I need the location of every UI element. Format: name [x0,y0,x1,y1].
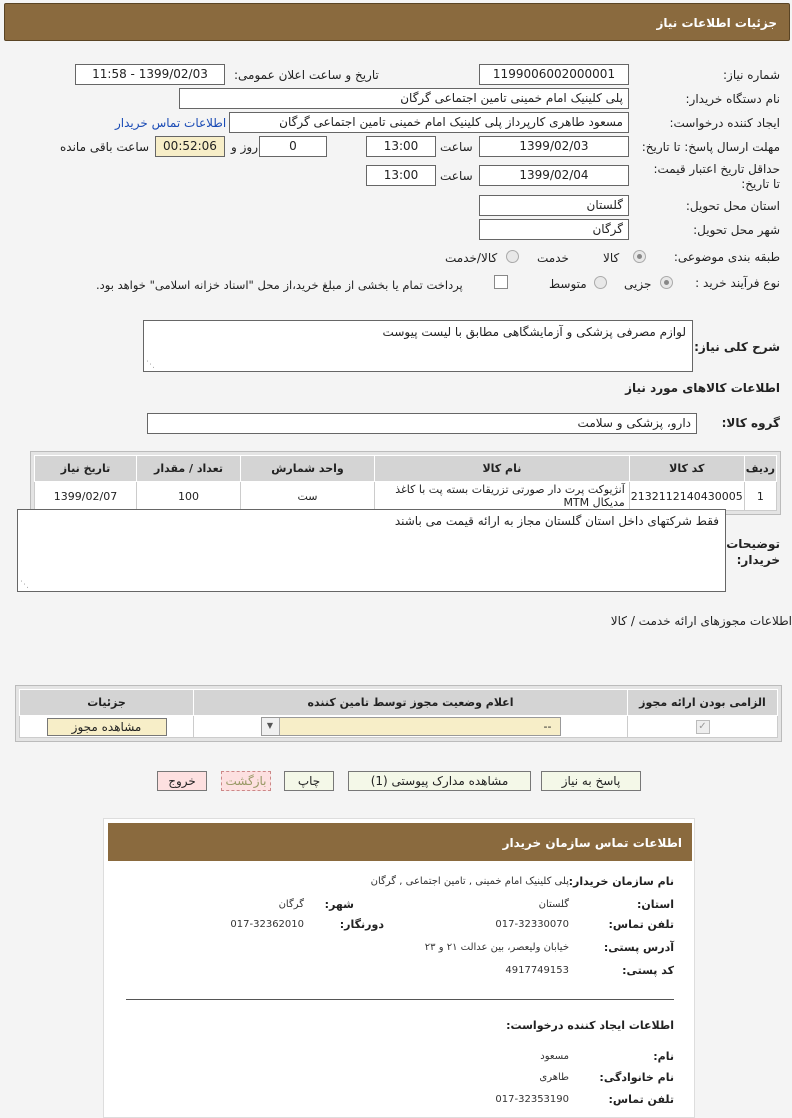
goods-group-field[interactable]: دارو، پزشکی و سلامت [147,413,697,434]
goods-table-header [35,456,777,482]
remaining-time-field: 00:52:06 [155,136,225,157]
contact-postal: 4917749153 [505,965,569,976]
table-row[interactable] [35,482,777,511]
category-radio-goods[interactable] [633,250,646,263]
creator-name-label: نام: [653,1050,674,1063]
announce-date-field[interactable]: 1399/02/03 - 11:58 [75,64,225,85]
print-button[interactable]: چاپ [284,771,334,791]
buyer-notes-label-line1: توضیحات [726,537,780,551]
city-field[interactable]: گرگان [479,219,629,240]
contact-divider [126,999,674,1000]
contact-phone: 017-32330070 [495,919,569,930]
validity-date-field[interactable]: 1399/02/04 [479,165,629,186]
creator-title: اطلاعات ایجاد کننده درخواست: [506,1019,674,1032]
cell-required [628,716,778,738]
buyer-contact-link[interactable]: اطلاعات تماس خریدار [115,116,227,130]
creator-family: طاهری [539,1072,569,1083]
announce-label: تاریخ و ساعت اعلان عمومی: [234,68,379,82]
col-qty: تعداد / مقدار [137,456,241,482]
buyer-notes-label-line2: خریدار: [736,553,780,567]
contact-phone-label: تلفن تماس: [608,918,674,931]
page-header [4,3,790,41]
goods-table [30,451,781,515]
creator-name: مسعود [540,1051,569,1062]
cell-details [20,716,194,738]
contact-city-label: شهر: [324,898,354,911]
category-option-both: کالا/خدمت [445,251,498,265]
contact-fax: 017-32362010 [230,919,304,930]
reply-time-label: ساعت [440,140,473,154]
resize-grip-icon[interactable]: ⋰ [20,580,29,590]
requester-label: ایجاد کننده درخواست: [669,116,780,130]
city-label: شهر محل تحویل: [693,223,780,237]
cell-unit: ست [241,482,375,511]
description-text: لوازم مصرفی پزشکی و آزمایشگاهی مطابق با لیست پیوست [382,325,686,339]
contact-fax-label: دورنگار: [339,918,384,931]
reply-deadline-label: مهلت ارسال پاسخ: تا تاریخ: [641,140,780,154]
category-label: طبقه بندی موضوعی: [673,250,780,264]
remaining-label: ساعت باقی مانده [60,140,150,154]
cell-status [194,716,628,738]
contact-address: خیابان ولیعصر، بین عدالت ۲۱ و ۲۳ [424,942,569,953]
contact-org: پلی کلینیک امام خمینی , تامین اجتماعی , گرگان [370,876,569,887]
col-status: اعلام وضعیت مجوز توسط تامین کننده [194,690,628,716]
permits-table [15,685,782,742]
chevron-down-icon[interactable]: ▼ [262,718,280,735]
page-title: جزئیات اطلاعات نیاز [656,16,777,30]
resize-grip-icon[interactable]: ⋰ [146,360,155,370]
buyer-notes-label [726,536,780,568]
contact-org-label: نام سازمان خریدار: [568,875,674,888]
col-row: ردیف [744,456,776,482]
category-option-goods: کالا [603,251,620,265]
payment-note: پرداخت تمام یا بخشی از مبلغ خرید،از محل "اسناد خزانه اسلامی" خواهد بود. [96,278,463,292]
col-required: الزامی بودن ارائه مجوز [628,690,778,716]
buyer-notes-textarea[interactable] [17,509,726,592]
goods-info-title: اطلاعات کالاهای مورد نیاز [625,381,780,395]
attachments-button[interactable]: مشاهده مدارک پیوستی (1) [348,771,531,791]
contact-city: گرگان [278,899,304,910]
treasury-checkbox[interactable] [494,275,508,289]
cell-code: 2132112140430005 [629,482,744,511]
permit-status-select[interactable] [261,717,561,736]
category-option-service: خدمت [537,251,569,265]
goods-group-label: گروه کالا: [721,416,780,430]
cell-name: آنژیوکت پرت دار صورتی تزریقات بسته پت با کاغذ مدیکال MTM [375,482,630,511]
creator-family-label: نام خانوادگی: [599,1071,674,1084]
contact-province: گلستان [538,899,569,910]
contact-panel [103,818,695,1118]
creator-phone: 017-32353190 [495,1094,569,1105]
province-field[interactable]: گلستان [479,195,629,216]
permits-table-header [20,690,778,716]
exit-button[interactable]: خروج [157,771,207,791]
process-option-minor: جزیی [624,277,652,291]
col-details: جزئیات [20,690,194,716]
reply-time-field[interactable]: 13:00 [366,136,436,157]
buyer-org-field[interactable]: پلی کلینیک امام خمینی تامین اجتماعی گرگان [179,88,629,109]
category-radio-service[interactable] [506,250,519,263]
view-permit-button[interactable]: مشاهده مجوز [47,718,167,736]
permit-status-value: -- [543,720,552,733]
col-date: تاریخ نیاز [35,456,137,482]
col-code: کد کالا [629,456,744,482]
need-number-field[interactable]: 1199006002000001 [479,64,629,85]
need-number-label: شماره نیاز: [723,68,780,82]
contact-postal-label: کد پستی: [622,964,674,977]
contact-address-label: آدرس پستی: [603,941,674,954]
cell-row: 1 [744,482,776,511]
validity-time-field[interactable]: 13:00 [366,165,436,186]
process-radio-medium[interactable] [594,276,607,289]
province-label: استان محل تحویل: [685,199,780,213]
description-textarea[interactable] [143,320,693,372]
creator-phone-label: تلفن تماس: [608,1093,674,1106]
col-unit: واحد شمارش [241,456,375,482]
col-name: نام کالا [375,456,630,482]
process-option-medium: متوسط [549,277,587,291]
reply-date-field[interactable]: 1399/02/03 [479,136,629,157]
cell-date: 1399/02/07 [35,482,137,511]
permit-required-checkbox: ✓ [696,720,710,734]
cell-qty: 100 [137,482,241,511]
table-row [20,716,778,738]
validity-time-label: ساعت [440,169,473,183]
buyer-org-label: نام دستگاه خریدار: [685,92,780,106]
description-label: شرح کلی نیاز: [694,340,780,354]
buyer-notes-text: فقط شرکتهای داخل استان گلستان مجاز به ارائه قیمت می باشند [394,514,719,528]
price-validity-label: حداقل تاریخ اعتبار قیمت: تا تاریخ: [653,162,780,191]
permits-title: اطلاعات مجوزهای ارائه خدمت / کالا [610,614,792,628]
contact-title: اطلاعات تماس سازمان خریدار [108,823,692,861]
process-label: نوع فرآیند خرید : [695,276,780,290]
reply-button[interactable]: پاسخ به نیاز [541,771,641,791]
days-label: روز و [231,140,258,154]
requester-field[interactable]: مسعود طاهری کارپرداز پلی کلینیک امام خمینی تامین اجتماعی گرگان [229,112,629,133]
process-radio-minor[interactable] [660,276,673,289]
back-button[interactable]: بازگشت [221,771,271,791]
contact-province-label: استان: [637,898,674,911]
days-field[interactable]: 0 [259,136,327,157]
